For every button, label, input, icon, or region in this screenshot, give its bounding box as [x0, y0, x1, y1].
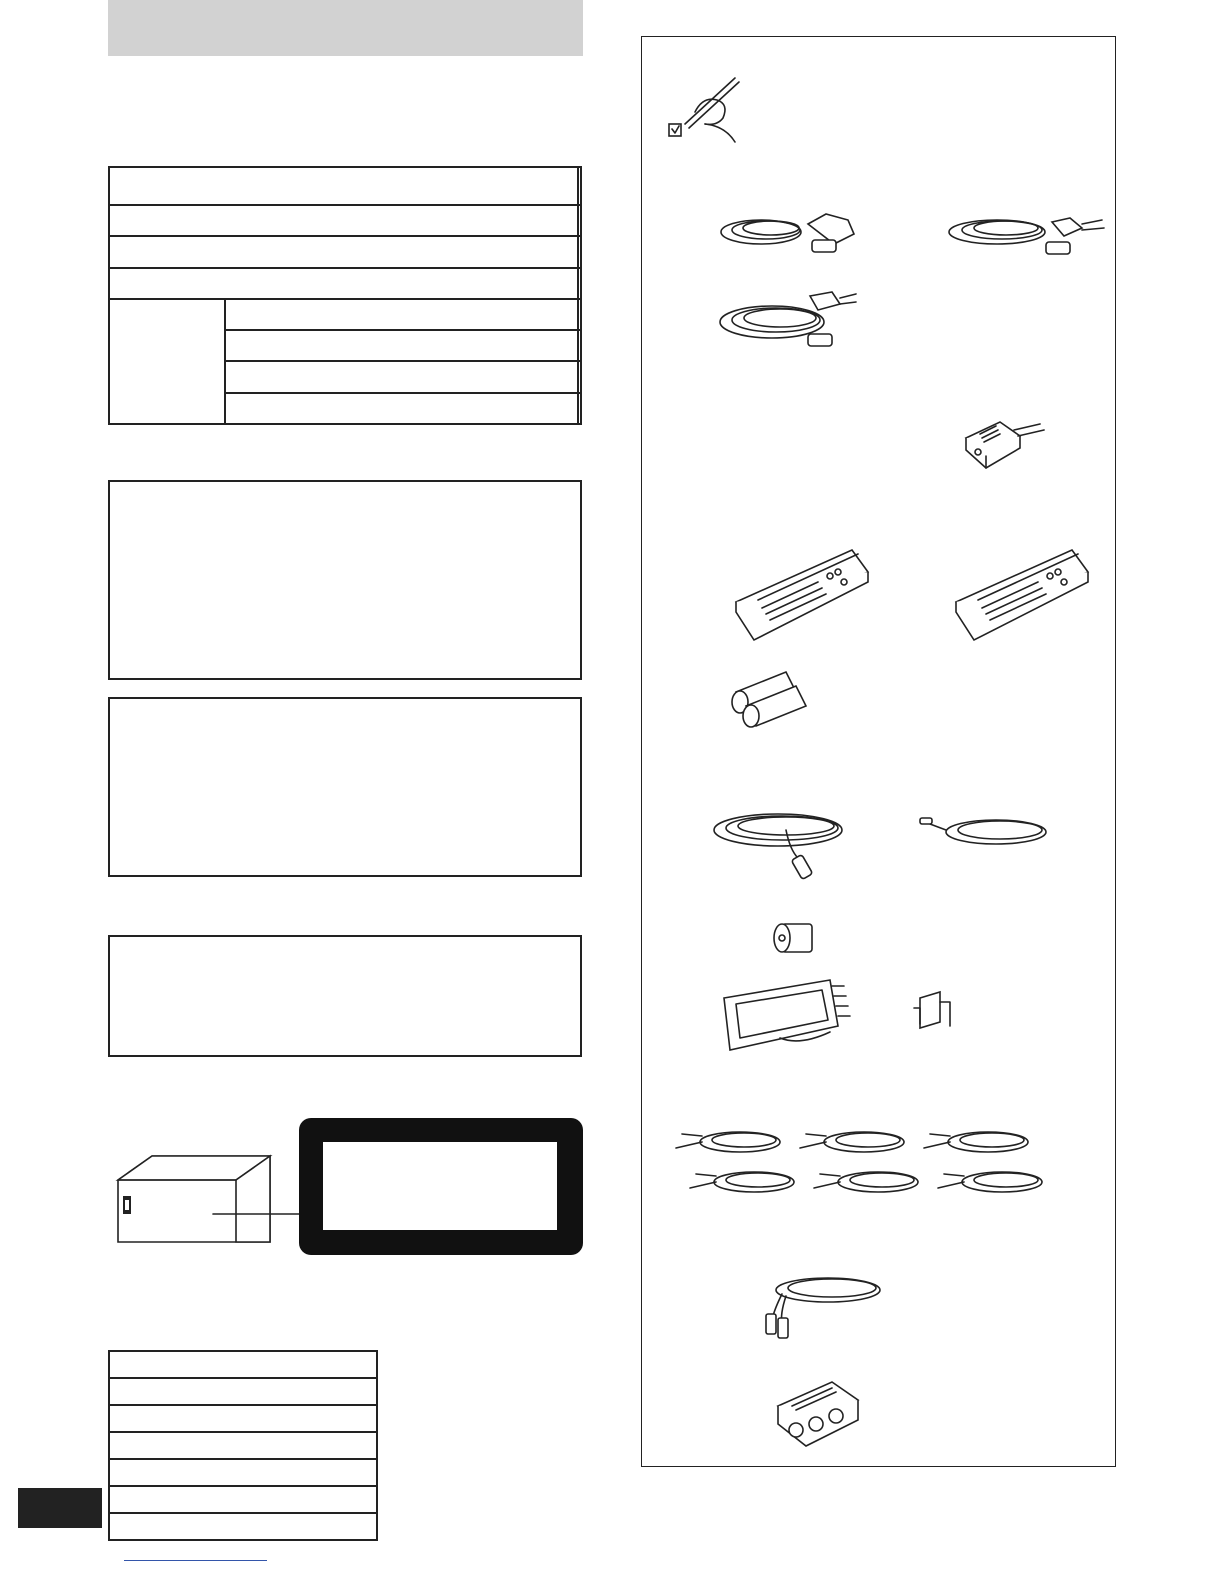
bottom-table-row: [109, 1432, 377, 1459]
spec-cell: [578, 236, 581, 267]
bottom-table: [108, 1350, 378, 1541]
bottom-table-row: [109, 1459, 377, 1486]
batteries-icon: [726, 664, 816, 724]
spec-table: [108, 166, 582, 425]
page-number-tab: [18, 1488, 102, 1528]
video-cable-icon: [752, 1270, 887, 1342]
notice-box-2: [108, 697, 582, 877]
spec-cell: [225, 299, 578, 330]
speaker-cable-icon: [670, 1120, 1055, 1210]
footer-link-line[interactable]: [124, 1560, 267, 1561]
spec-cell: [578, 167, 581, 205]
spec-cell: [578, 268, 581, 299]
bottom-table-row: [109, 1378, 377, 1405]
spec-group-cell: [109, 299, 225, 424]
plug-adaptor-icon: [958, 412, 1048, 472]
spec-cell: [578, 330, 581, 361]
unit-rear-icon: [110, 1150, 310, 1250]
notice-box-1: [108, 480, 582, 680]
spec-cell: [225, 393, 578, 424]
bottom-table-row: [109, 1405, 377, 1432]
bottom-table-row: [109, 1513, 377, 1540]
ac-cord-europe-icon: [712, 284, 862, 354]
spec-cell: [109, 205, 578, 236]
bottom-table-row: [109, 1351, 377, 1378]
notice-box-3: [108, 935, 582, 1057]
spec-cell: [109, 167, 578, 205]
spec-cell: [578, 393, 581, 424]
remote-control-icon: [732, 546, 872, 646]
fm-antenna-icon: [708, 806, 858, 878]
am-antenna-wire-icon: [916, 808, 1056, 858]
laser-label-inner: [323, 1142, 557, 1230]
ac-cord-uk-icon: [716, 204, 866, 264]
spec-cell: [578, 361, 581, 392]
remote-control-alt-icon: [952, 546, 1092, 646]
spec-cell: [225, 361, 578, 392]
scart-adaptor-icon: [772, 1376, 862, 1452]
ac-cord-asia-icon: [942, 204, 1112, 264]
spec-cell: [109, 268, 578, 299]
pencil-check-icon: [665, 72, 755, 142]
ferrite-core-icon: [770, 920, 818, 956]
antenna-clip-icon: [910, 988, 960, 1038]
page-header-bar: [108, 0, 583, 56]
bottom-table-row: [109, 1486, 377, 1513]
laser-label: [299, 1118, 583, 1255]
am-loop-antenna-icon: [720, 976, 860, 1056]
spec-cell: [109, 236, 578, 267]
spec-cell: [578, 299, 581, 330]
spec-cell: [578, 205, 581, 236]
spec-cell: [225, 330, 578, 361]
